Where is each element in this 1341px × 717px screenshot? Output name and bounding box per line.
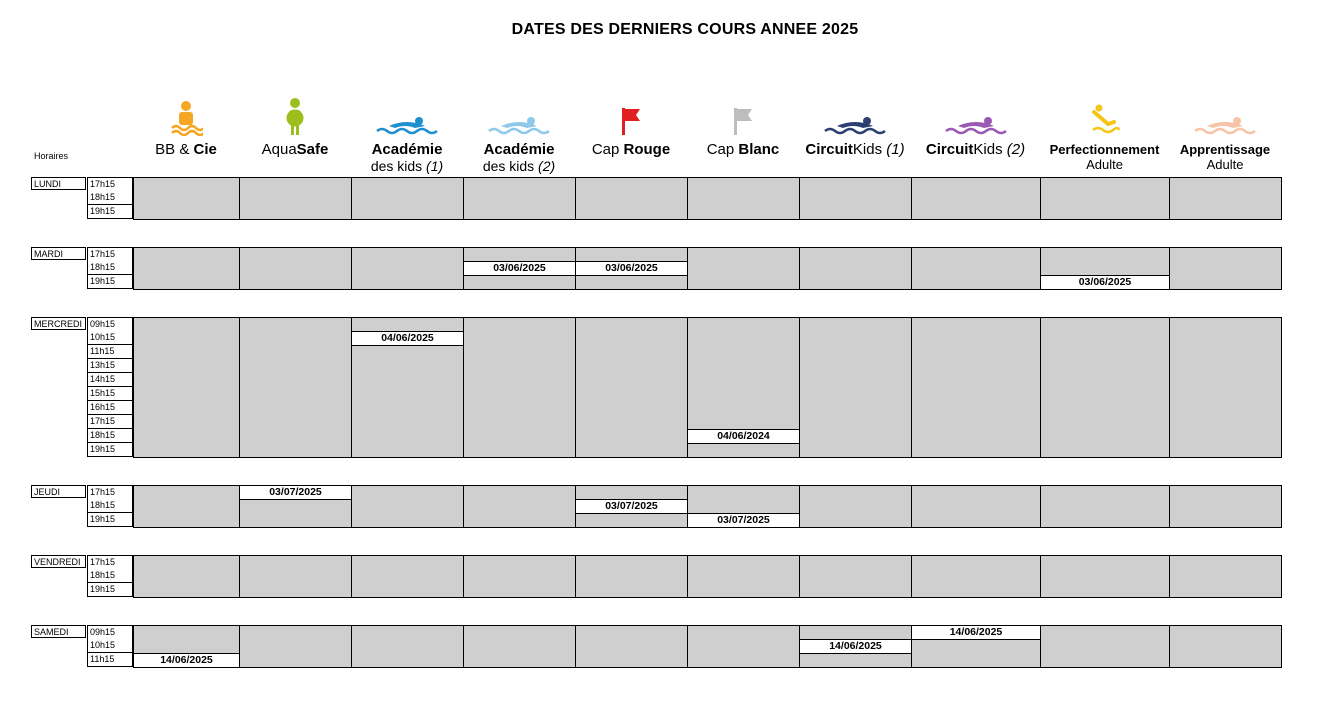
last-class-date: 14/06/2025 xyxy=(133,653,240,668)
page-title: DATES DES DERNIERS COURS ANNEE 2025 xyxy=(511,21,859,38)
schedule-cell xyxy=(239,247,352,290)
diver-icon xyxy=(1040,98,1169,136)
swimmer-light-icon xyxy=(463,98,575,136)
day-label: SAMEDI xyxy=(31,625,86,638)
swimmer-purple-icon xyxy=(911,98,1040,136)
column-label: Cap Blanc xyxy=(706,141,780,158)
schedule-cell xyxy=(1040,485,1170,528)
horaires-label: Horaires xyxy=(34,151,69,161)
day-label: VENDREDI xyxy=(31,555,86,568)
last-class-date: 03/07/2025 xyxy=(687,513,800,528)
schedule-cell xyxy=(1169,625,1282,668)
last-class-date: 03/06/2025 xyxy=(575,261,688,276)
schedule-cell xyxy=(799,317,912,458)
schedule-cell xyxy=(239,177,352,220)
column-label: Apprentissage Adulte xyxy=(1179,142,1271,172)
time-slot: 09h15 xyxy=(87,317,133,332)
column-header-0 xyxy=(133,98,239,170)
schedule-cell xyxy=(575,177,688,220)
baby-swim-icon xyxy=(133,98,239,136)
day-label: LUNDI xyxy=(31,177,86,190)
column-header-7 xyxy=(911,98,1040,170)
last-class-date: 03/07/2025 xyxy=(575,499,688,514)
time-slot: 18h15 xyxy=(87,429,133,443)
last-class-date: 14/06/2025 xyxy=(799,639,912,654)
column-header-2 xyxy=(351,98,463,174)
schedule-cell xyxy=(239,625,352,668)
last-class-date: 14/06/2025 xyxy=(911,625,1041,640)
schedule-cell xyxy=(1169,177,1282,220)
time-slot: 10h15 xyxy=(87,639,133,653)
time-slot: 15h15 xyxy=(87,387,133,401)
schedule-cell xyxy=(911,177,1041,220)
schedule-cell xyxy=(133,247,240,290)
time-slot: 17h15 xyxy=(87,415,133,429)
schedule-cell xyxy=(133,555,240,598)
schedule-cell xyxy=(351,177,464,220)
column-label: CircuitKids (1) xyxy=(805,141,905,158)
schedule-cell xyxy=(133,485,240,528)
schedule-cell xyxy=(1040,555,1170,598)
column-label: Académie des kids (1) xyxy=(370,141,444,174)
column-header-4 xyxy=(575,98,687,170)
time-slot: 11h15 xyxy=(87,345,133,359)
last-class-date: 04/06/2024 xyxy=(687,429,800,444)
schedule-cell xyxy=(1040,317,1170,458)
column-label: Académie des kids (2) xyxy=(482,141,556,174)
schedule-cell xyxy=(911,317,1041,458)
column-label: Cap Rouge xyxy=(591,141,671,158)
time-slot: 18h15 xyxy=(87,191,133,205)
column-label: BB & Cie xyxy=(155,141,217,158)
schedule-cell xyxy=(687,177,800,220)
white-flag-icon xyxy=(687,98,799,136)
schedule-cell xyxy=(687,555,800,598)
schedule-cell xyxy=(133,317,240,458)
last-class-date: 04/06/2025 xyxy=(351,331,464,346)
schedule-cell xyxy=(799,177,912,220)
schedule-cell xyxy=(575,317,688,458)
schedule-cell xyxy=(1169,317,1282,458)
time-slot: 19h15 xyxy=(87,513,133,527)
schedule-cell xyxy=(463,625,576,668)
time-slot: 18h15 xyxy=(87,569,133,583)
day-label: JEUDI xyxy=(31,485,86,498)
red-flag-icon xyxy=(575,98,687,136)
time-slot: 13h15 xyxy=(87,359,133,373)
day-label: MERCREDI xyxy=(31,317,86,330)
time-slot: 16h15 xyxy=(87,401,133,415)
schedule-cell xyxy=(799,485,912,528)
last-class-date: 03/06/2025 xyxy=(463,261,576,276)
time-slot: 18h15 xyxy=(87,261,133,275)
schedule-cell xyxy=(911,247,1041,290)
schedule-cell xyxy=(463,177,576,220)
schedule-cell xyxy=(463,485,576,528)
time-slot: 11h15 xyxy=(87,653,133,667)
lifesaver-person-icon xyxy=(239,98,351,136)
schedule-cell xyxy=(1040,625,1170,668)
column-header-3 xyxy=(463,98,575,174)
schedule-cell xyxy=(1040,177,1170,220)
schedule-cell xyxy=(1169,485,1282,528)
schedule-cell xyxy=(575,555,688,598)
column-label: CircuitKids (2) xyxy=(925,141,1026,158)
time-slot: 19h15 xyxy=(87,443,133,457)
swimmer-navy-icon xyxy=(799,98,911,136)
time-slot: 17h15 xyxy=(87,177,133,192)
schedule-cell xyxy=(463,555,576,598)
column-header-1 xyxy=(239,98,351,170)
schedule-cell xyxy=(911,555,1041,598)
column-header-6 xyxy=(799,98,911,170)
time-slot: 14h15 xyxy=(87,373,133,387)
time-slot: 19h15 xyxy=(87,275,133,289)
schedule-cell xyxy=(463,317,576,458)
column-header-8 xyxy=(1040,98,1169,170)
schedule-cell xyxy=(687,625,800,668)
swimmer-icon xyxy=(351,98,463,136)
swimmer-peach-icon xyxy=(1169,98,1281,136)
time-slot: 18h15 xyxy=(87,499,133,513)
time-slot: 10h15 xyxy=(87,331,133,345)
day-label: MARDI xyxy=(31,247,86,260)
schedule-cell xyxy=(911,485,1041,528)
column-header-9 xyxy=(1169,98,1281,170)
schedule-cell xyxy=(351,555,464,598)
column-label: AquaSafe xyxy=(261,141,329,158)
schedule-cell xyxy=(575,625,688,668)
time-slot: 19h15 xyxy=(87,583,133,597)
schedule-cell xyxy=(239,317,352,458)
last-class-date: 03/07/2025 xyxy=(239,485,352,500)
schedule-cell xyxy=(1169,555,1282,598)
time-slot: 19h15 xyxy=(87,205,133,219)
schedule-cell xyxy=(351,485,464,528)
column-label: Perfectionnement Adulte xyxy=(1049,142,1160,172)
time-slot: 17h15 xyxy=(87,247,133,262)
last-class-date: 03/06/2025 xyxy=(1040,275,1170,290)
schedule-cell xyxy=(239,555,352,598)
time-slot: 17h15 xyxy=(87,485,133,500)
schedule-cell xyxy=(351,625,464,668)
time-slot: 17h15 xyxy=(87,555,133,570)
schedule-cell xyxy=(799,555,912,598)
schedule-cell xyxy=(133,177,240,220)
time-slot: 09h15 xyxy=(87,625,133,640)
schedule-cell xyxy=(799,247,912,290)
column-header-5 xyxy=(687,98,799,170)
schedule-cell xyxy=(351,247,464,290)
schedule-cell xyxy=(1169,247,1282,290)
schedule-cell xyxy=(687,247,800,290)
